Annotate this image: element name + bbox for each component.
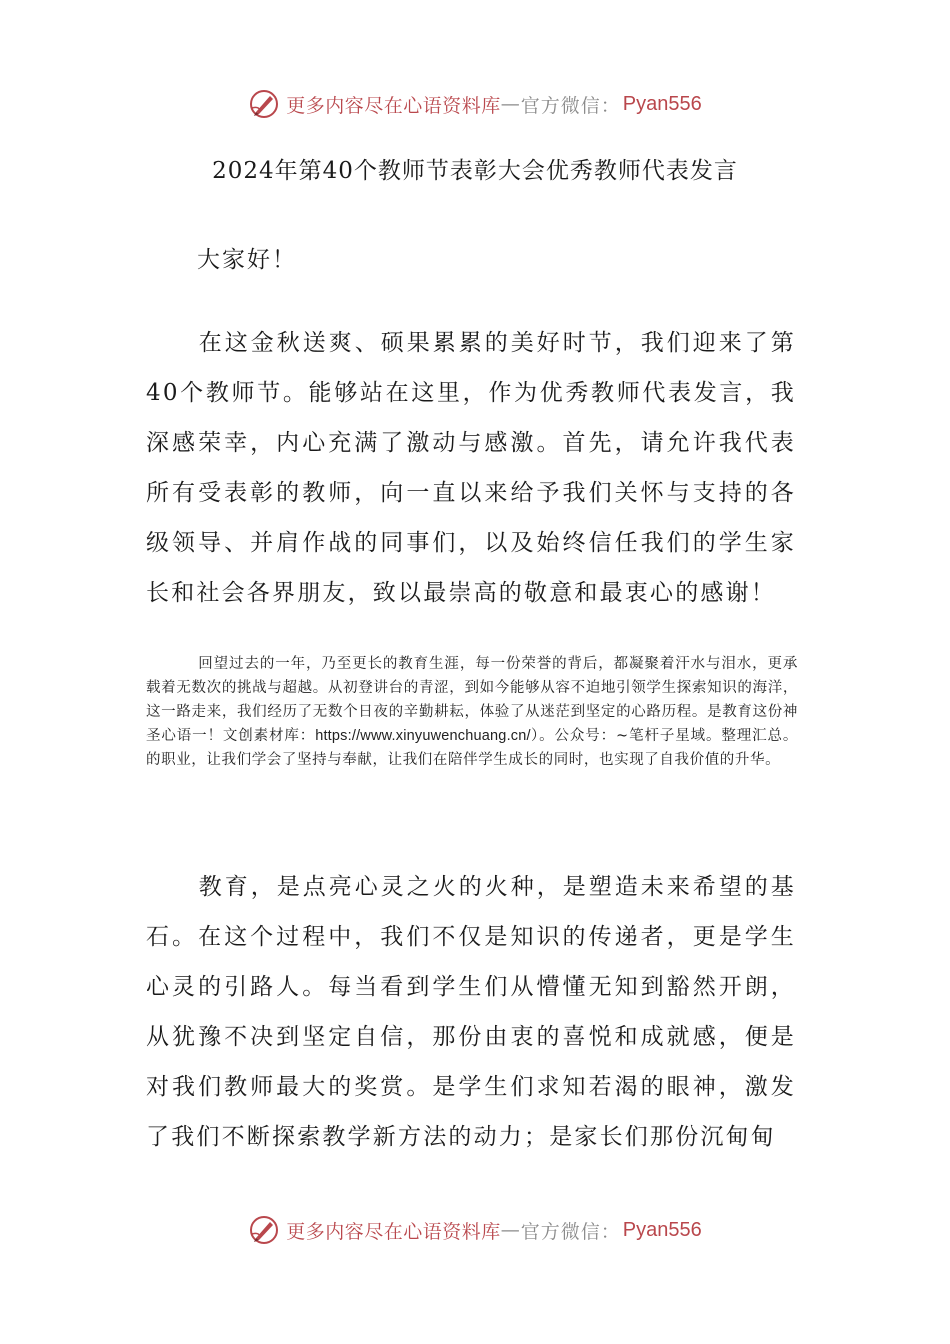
banner-wechat-id: Pyan556	[622, 92, 702, 115]
paragraph-1	[146, 318, 796, 618]
paragraph-2-url: https://www.xinyuwenchuang.cn/	[315, 728, 531, 744]
greeting: 大家好！	[197, 247, 297, 273]
pen-logo-icon	[248, 1214, 280, 1246]
banner-brand-text: 更多内容尽在心语资料库	[286, 1220, 501, 1243]
paragraph-2-text-a: 回望过去的一年，乃至更长的教育生涯，每一份荣誉的背后，都凝聚着汗水与泪水，更承载着无数次的挑战与超越。从初登讲台的青涩，到如今能够从容不迫地引领学生探索知识的海洋，这一路走来，我们经历了无数个日夜的辛勤耕耘，体验了从迷茫到坚定的心路历程。是教育这份神圣心语一！文创素材库：	[146, 656, 798, 744]
document-title: 2024年第40个教师节表彰大会优秀教师代表发言	[212, 158, 738, 184]
banner-separator: —	[500, 93, 521, 115]
banner-wechat-id: Pyan556	[622, 1218, 702, 1241]
banner-wechat-label: 官方微信：	[520, 94, 621, 117]
banner-separator: —	[500, 1219, 521, 1241]
pen-logo-icon	[248, 88, 280, 120]
banner-wechat-label: 官方微信：	[520, 1220, 621, 1243]
footer-banner	[0, 1210, 950, 1250]
paragraph-1-text: 在这金秋送爽、硕果累累的美好时节，我们迎来了第40个教师节。能够站在这里，作为优秀教师代表发言，我深感荣幸，内心充满了激动与感激。首先，请允许我代表所有受表彰的教师，向一直以来给予我们关怀与支持的各级领导、并肩作战的同事们，以及始终信任我们的学生家长和社会各界朋友，致以最崇高的敬意和最衷心的感谢！	[146, 330, 796, 606]
paragraph-3-text: 教育，是点亮心灵之火的火种，是塑造未来希望的基石。在这个过程中，我们不仅是知识的传递者，更是学生心灵的引路人。每当看到学生们从懵懂无知到豁然开朗，从犹豫不决到坚定自信，那份由衷的喜悦和成就感，便是对我们教师最大的奖赏。是学生们求知若渴的眼神，激发了我们不断探索教学新方法的动力；是家长们那份沉甸甸	[146, 874, 796, 1150]
paragraph-2	[146, 652, 798, 772]
paragraph-3	[146, 862, 796, 1162]
banner-brand-text: 更多内容尽在心语资料库	[286, 94, 501, 117]
paragraph-2-text-b: ）。公众号：~笔杆子星域。整理汇总。的职业，让我们学会了坚持与奉献，让我们在陪伴学生成长的同时，也实现了自我价值的升华。	[146, 728, 798, 768]
header-banner	[0, 84, 950, 124]
